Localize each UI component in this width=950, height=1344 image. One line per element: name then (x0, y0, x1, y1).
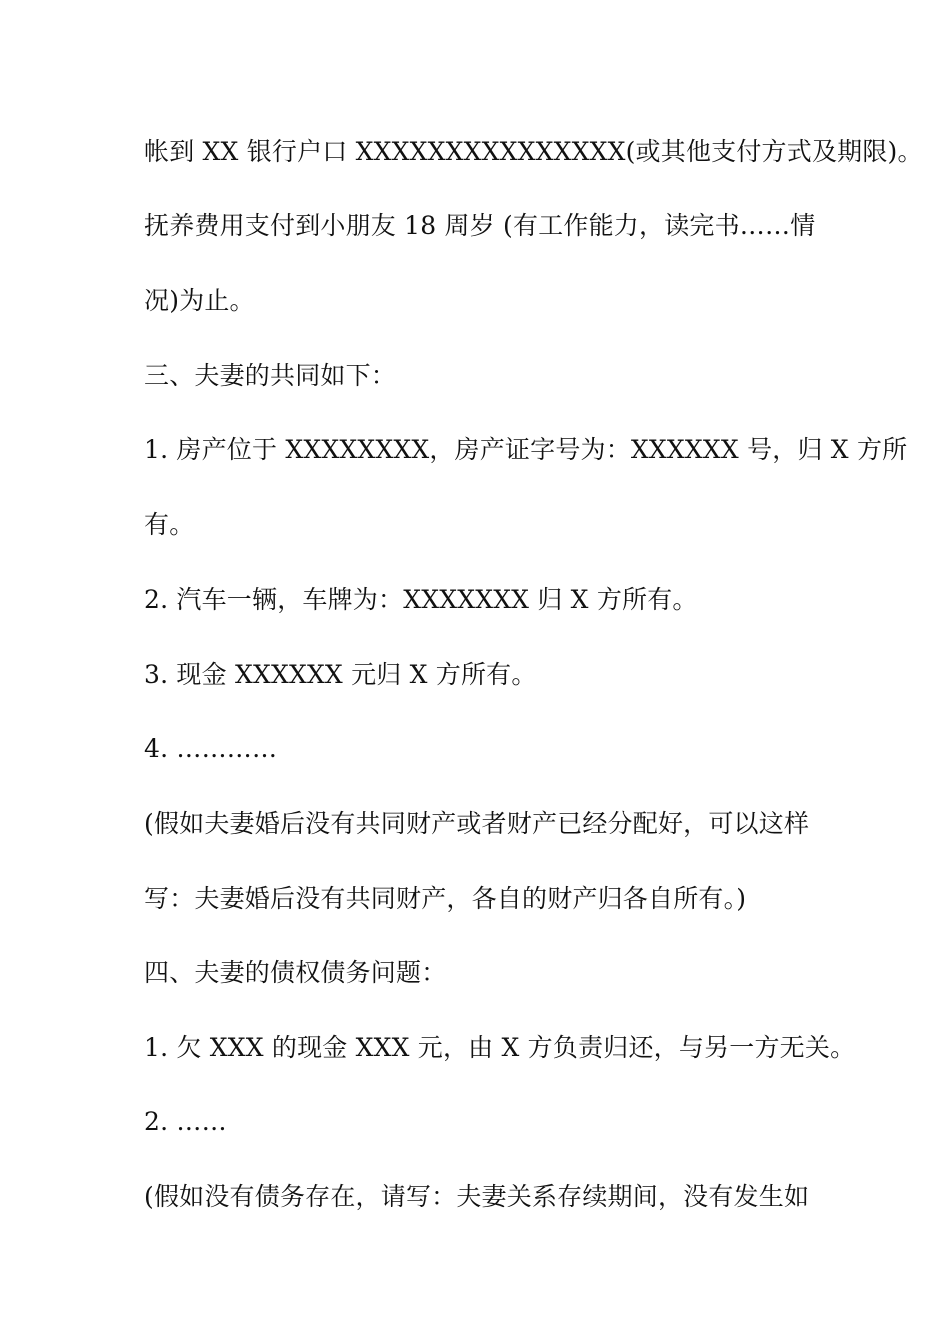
list-item: 3. 现金 XXXXXX 元归 X 方所有。 (144, 660, 537, 689)
list-item: 4. ………… (144, 734, 278, 763)
list-item: 2. 汽车一辆，车牌为：XXXXXXX 归 X 方所有。 (144, 585, 698, 614)
text-line: 有。 (144, 510, 195, 539)
section-heading: 三、夫妻的共同如下： (144, 361, 397, 390)
list-item: 1. 房产位于 XXXXXXXX，房产证字号为：XXXXXX 号，归 X 方所 (144, 435, 908, 464)
text-line: 抚养费用支付到小朋友 18 周岁 (有工作能力，读完书……情 (144, 211, 816, 240)
note-line: (假如没有债务存在，请写：夫妻关系存续期间，没有发生如 (144, 1182, 810, 1211)
list-item: 1. 欠 XXX 的现金 XXX 元，由 X 方负责归还，与另一方无关。 (144, 1033, 856, 1062)
note-line: 写：夫妻婚后没有共同财产，各自的财产归各自所有。) (144, 884, 747, 913)
list-item: 2. …… (144, 1107, 227, 1136)
note-line: (假如夫妻婚后没有共同财产或者财产已经分配好，可以这样 (144, 809, 810, 838)
text-line: 帐到 XX 银行户口 XXXXXXXXXXXXXXX(或其他支付方式及期限)。 (144, 137, 923, 166)
text-line: 况)为止。 (144, 286, 255, 315)
section-heading: 四、夫妻的债权债务问题： (144, 958, 447, 987)
